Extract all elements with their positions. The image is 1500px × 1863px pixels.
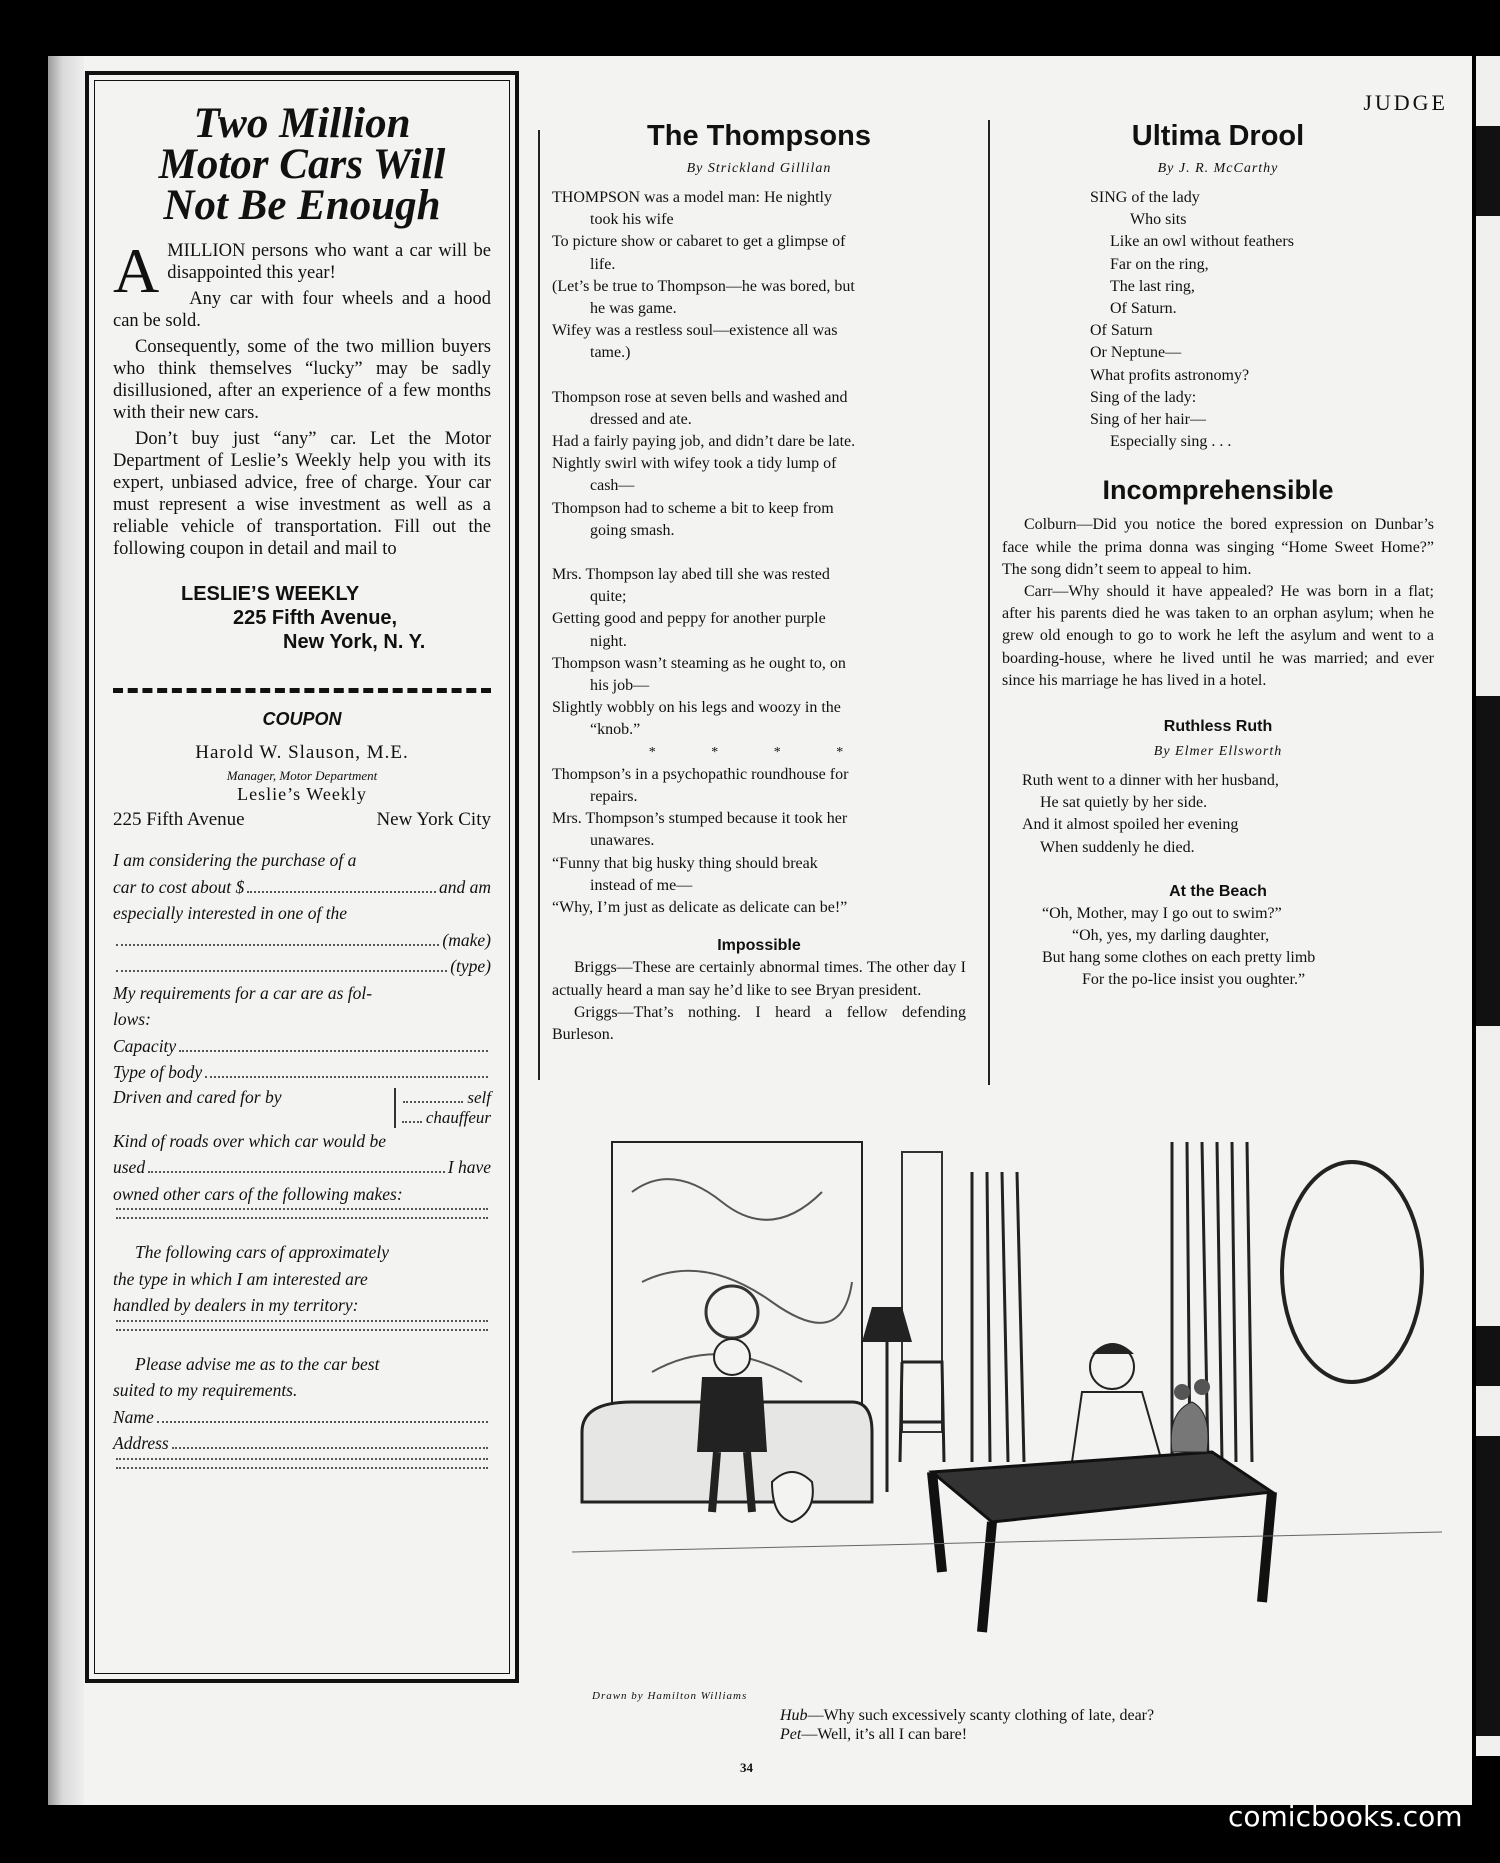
verse-line: What profits astronomy? (1090, 366, 1250, 384)
ad-title-line: Motor Cars Will (158, 141, 446, 188)
joke-title: Impossible (717, 937, 801, 955)
verse-line-continued: life. (590, 255, 616, 273)
form-row: especially interested in one of the (113, 903, 348, 923)
form-row: handled by dealers in my territory: (113, 1295, 359, 1315)
column-rule (538, 130, 540, 1080)
coupon-publication: Leslie’s Weekly (237, 784, 367, 804)
poem-verse (1002, 903, 1434, 992)
poem-title: Ruthless Ruth (1163, 718, 1273, 736)
form-row: Capacity (113, 1033, 491, 1060)
address-field-3[interactable] (116, 1466, 488, 1469)
ad-title-line: Not Be Enough (163, 182, 441, 229)
coupon-city: New York City (376, 809, 491, 830)
poem-verse (1002, 187, 1434, 453)
joke-title: Incomprehensible (1102, 475, 1334, 506)
make-field[interactable] (116, 943, 439, 946)
site-watermark: comicbooks.com (1228, 1800, 1463, 1833)
coupon-form (113, 847, 491, 1475)
adjacent-page-strip (1476, 126, 1500, 216)
form-row: Address (113, 1430, 491, 1457)
form-row (113, 1216, 491, 1225)
form-row: suited to my requirements. (113, 1380, 298, 1400)
verse-line: Of Saturn (1090, 322, 1153, 340)
verse-line: Sing of her hair— (1090, 411, 1206, 429)
verse-line-continued: tame.) (590, 344, 631, 362)
verse-line: Far on the ring, (1110, 255, 1209, 273)
verse-line: SING of the lady (1090, 189, 1200, 206)
form-row: I am considering the purchase of a (113, 850, 357, 870)
joke-text (1002, 514, 1434, 692)
poem-title: At the Beach (1169, 882, 1267, 900)
form-row (113, 1457, 491, 1466)
verse-line: Getting good and peppy for another purple (552, 610, 826, 628)
man-figure (714, 1339, 750, 1375)
verse-line: “Oh, Mother, may I go out to swim?” (1042, 904, 1282, 922)
ad-paragraph: Consequently, some of the two million buyers who think themselves “lucky” may be sadly disillusioned, after an experience of a few months with their new cars. (113, 337, 491, 423)
coupon-street: 225 Fifth Avenue (113, 809, 245, 830)
address-line: New York, N. Y. (283, 631, 426, 653)
coupon-title: COUPON (262, 709, 342, 729)
ad-paragraph: MILLION persons who want a car will be disappointed this year! (167, 241, 491, 283)
form-row: Type of body (113, 1059, 491, 1086)
verse-line: Sing of the lady: (1090, 388, 1197, 406)
verse-line-continued: night. (590, 632, 627, 650)
ad-title-line: Two Million (193, 100, 411, 147)
page-number: 34 (740, 1760, 753, 1775)
joke-text (552, 957, 966, 1046)
verse-line: To picture show or cabaret to get a glimpse of (552, 233, 846, 251)
verse-line: Or Neptune— (1090, 344, 1182, 362)
verse-line: Thompson rose at seven bells and washed and (552, 388, 848, 406)
owned-makes-field[interactable] (116, 1207, 488, 1210)
self-field[interactable] (403, 1101, 463, 1103)
verse-line: Nightly swirl with wifey took a tidy lump of (552, 455, 837, 473)
form-row (113, 1466, 491, 1475)
poem-byline: By Strickland Gillilan (686, 161, 832, 176)
form-row (113, 1328, 491, 1337)
verse-line: (Let’s be true to Thompson—he was bored, but (552, 277, 855, 295)
joke-paragraph: Briggs—These are certainly abnormal times. The other day I actually heard a man say he’d like to see Bryan president. (552, 959, 966, 999)
verse-line: Mrs. Thompson lay abed till she was rested (552, 566, 830, 584)
verse-line: And it almost spoiled her evening (1022, 816, 1239, 834)
verse-line-continued: “knob.” (590, 721, 641, 739)
verse-line: Of Saturn. (1110, 300, 1177, 318)
ad-title (113, 100, 491, 229)
motor-cars-advertisement (85, 71, 519, 1683)
coupon-manager-role: Manager, Motor Department (226, 768, 378, 783)
dealers-field[interactable] (116, 1319, 488, 1322)
form-row: Name (113, 1404, 491, 1431)
adjacent-page-strip (1476, 696, 1500, 1026)
verse-line: Especially sing . . . (1110, 433, 1232, 451)
section-break: * * * * (648, 744, 870, 760)
poem-verse (552, 187, 966, 919)
verse-line: “Why, I’m just as delicate as delicate can be!” (552, 899, 848, 917)
verse-line-continued: cash— (590, 477, 635, 495)
verse-line: Thompson had to scheme a bit to keep from (552, 499, 834, 517)
verse-line-continued: going smash. (590, 521, 675, 539)
form-row: Kind of roads over which car would be (113, 1130, 387, 1151)
ad-paragraph: Don’t buy just “any” car. Let the Motor Department of Leslie’s Weekly help you with its expert, unbiased advice, free of charge. Your car must represent a wise investment as well as a reliable vehicle of transportation. Fill out the following coupon in detail and mail to (113, 429, 491, 559)
dealers-field-2[interactable] (116, 1328, 488, 1331)
ad-body (113, 235, 491, 560)
form-row: lows: (113, 1009, 151, 1029)
verse-line-continued: dressed and ate. (590, 410, 692, 428)
capacity-field[interactable] (179, 1049, 488, 1052)
verse-line: Mrs. Thompson’s stumped because it took her (552, 810, 848, 828)
verse-line: Had a fairly paying job, and didn’t dare be late. (552, 433, 856, 451)
address-field-2[interactable] (116, 1457, 488, 1460)
verse-line: For the po-lice insist you oughter.” (1082, 971, 1306, 989)
joke-paragraph: Griggs—That’s nothing. I heard a fellow defending Burleson. (552, 1003, 966, 1043)
form-row: My requirements for a car are as fol- (113, 982, 373, 1003)
poem-byline: By J. R. McCarthy (1157, 161, 1279, 176)
form-row: Please advise me as to the car best (135, 1353, 380, 1374)
form-row: car to cost about $ and am (113, 876, 491, 897)
verse-line: Wifey was a restless soul—existence all was (552, 322, 838, 340)
form-row: owned other cars of the following makes: (113, 1183, 403, 1204)
name-field[interactable] (157, 1420, 488, 1423)
form-row: Driven and cared for by self chauffeur (113, 1086, 491, 1127)
verse-line: Thompson wasn’t steaming as he ought to, on (552, 654, 846, 672)
verse-line: He sat quietly by her side. (1040, 794, 1208, 812)
poem-byline: By Elmer Ellsworth (1153, 744, 1283, 760)
address-line: LESLIE’S WEEKLY (181, 583, 360, 605)
stanza-gap (552, 365, 966, 387)
verse-line-continued: took his wife (590, 211, 674, 229)
verse-line: The last ring, (1110, 277, 1195, 295)
verse-line: Ruth went to a dinner with her husband, (1022, 772, 1279, 790)
stanza-gap (552, 542, 966, 564)
verse-line-continued: he was game. (590, 300, 677, 318)
verse-line-continued: instead of me— (590, 876, 693, 894)
form-row: used I have (113, 1157, 491, 1177)
form-row: (type) (113, 953, 491, 980)
cartoon-caption: Hub—Why such excessively scanty clothing of late, dear? Pet—Well, it’s all I can bare! (780, 1707, 1155, 1743)
body-type-field[interactable] (205, 1075, 488, 1078)
coupon-address (113, 809, 491, 831)
type-field[interactable] (116, 969, 447, 972)
illustration-credit: Drawn by Hamilton Williams (592, 1690, 748, 1702)
form-row (113, 1207, 491, 1216)
cut-line (113, 688, 491, 693)
verse-line: “Oh, yes, my darling daughter, (1072, 927, 1270, 945)
cartoon-illustration (572, 1132, 1442, 1702)
roads-field[interactable] (148, 1170, 445, 1173)
price-field[interactable] (247, 890, 436, 893)
verse-line: THOMPSON was a model man: He nightly (552, 189, 832, 206)
column-rule (988, 120, 990, 1085)
ad-paragraph: Any car with four wheels and a hood can be sold. (113, 289, 491, 331)
chauffeur-field[interactable] (402, 1121, 422, 1123)
verse-line-continued: unawares. (590, 832, 655, 850)
drop-cap: A (113, 235, 160, 306)
verse-line: But hang some clothes on each pretty limb (1042, 949, 1316, 967)
adjacent-page-strip (1476, 1326, 1500, 1386)
verse-line-continued: repairs. (590, 788, 638, 806)
joke-paragraph: Colburn—Did you notice the bored expression on Dunbar’s face while the prima donna was singing “Home Sweet Home?” The song didn’t seem to appeal to him. (1002, 516, 1434, 578)
address-line: 225 Fifth Avenue, (233, 607, 398, 629)
joke-paragraph: Carr—Why should it have appealed? He was born in a flat; after his parents died he was taken to an orphan asylum; when he grew old enough to go to work he left the asylum and went to a boarding-house, where he lived until he was married; and ever since his marriage he has lived in a hotel. (1002, 583, 1434, 689)
poem-title: Ultima Drool (1131, 120, 1305, 152)
verse-line-continued: quite; (590, 588, 627, 606)
address-field[interactable] (172, 1446, 488, 1449)
form-row: the type in which I am interested are (113, 1268, 368, 1289)
form-row: (make) (113, 927, 491, 954)
thompsons-column (552, 120, 966, 1046)
running-header: JUDGE (1363, 90, 1448, 115)
form-row: The following cars of approximately (135, 1242, 390, 1262)
adjacent-page-strip (1476, 1436, 1500, 1736)
verse-line-continued: his job— (590, 677, 650, 695)
poem-verse (1002, 770, 1434, 859)
right-column (1002, 120, 1434, 992)
form-row (113, 1319, 491, 1328)
verse-line: Thompson’s in a psychopathic roundhouse for (552, 765, 849, 783)
owned-makes-field-2[interactable] (116, 1216, 488, 1219)
page-binding-edge (48, 56, 84, 1805)
poem-title: The Thompsons (647, 120, 871, 152)
coupon-manager-name: Harold W. Slauson, M.E. (195, 742, 409, 763)
verse-line: “Funny that big husky thing should break (552, 854, 818, 872)
verse-line: Slightly wobbly on his legs and woozy in the (552, 699, 841, 717)
verse-line: When suddenly he died. (1040, 838, 1195, 856)
adjacent-page-edge (1476, 56, 1500, 1756)
driver-choice: self chauffeur (394, 1088, 491, 1128)
verse-line: Who sits (1130, 211, 1187, 229)
mailing-address (181, 582, 491, 654)
verse-line: Like an owl without feathers (1110, 233, 1294, 251)
